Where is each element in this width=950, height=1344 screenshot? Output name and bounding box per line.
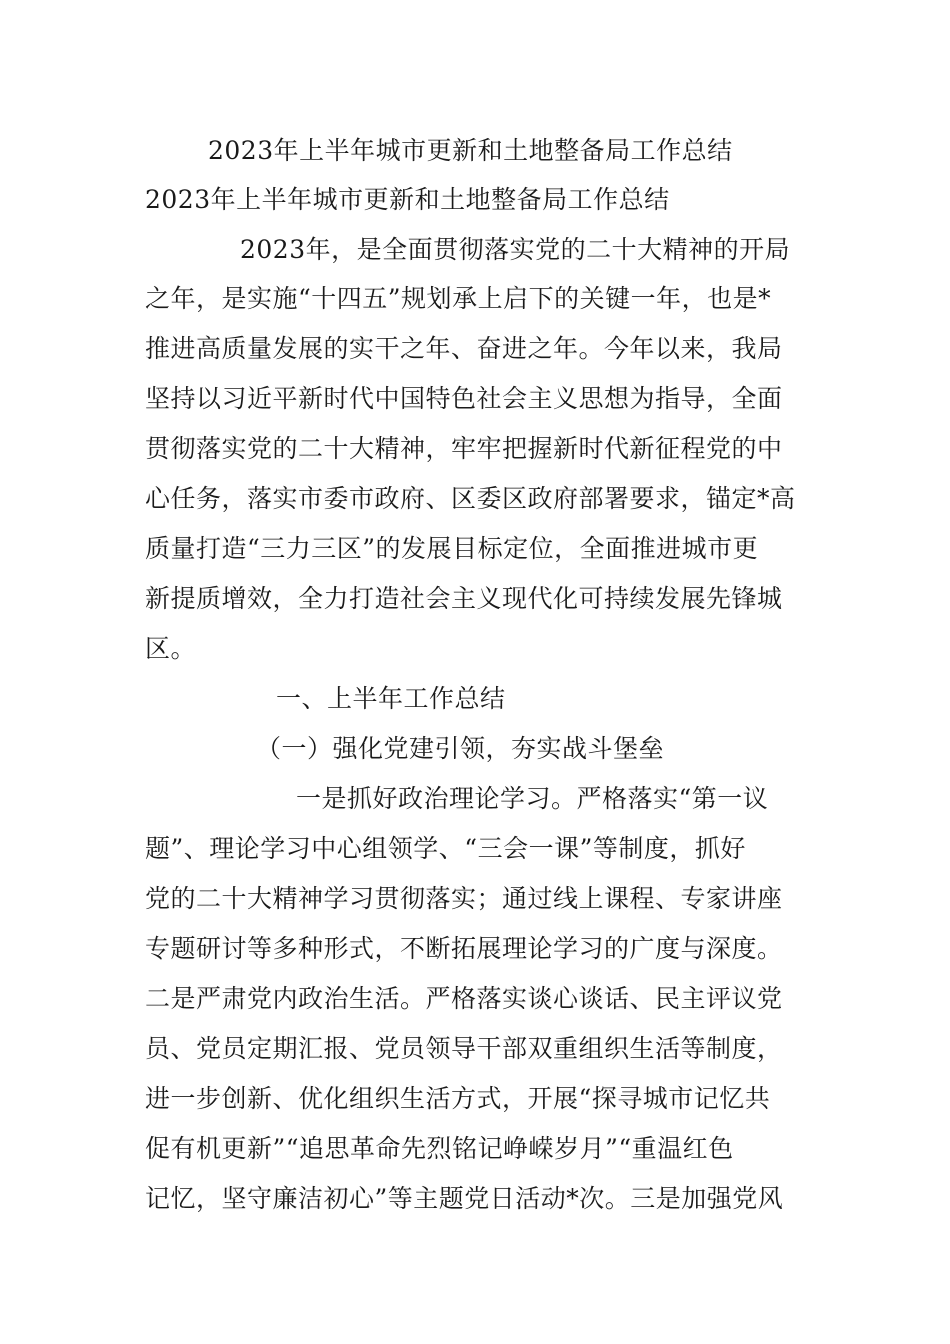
paragraph-line: 新提质增效，全力打造社会主义现代化可持续发展先锋城 bbox=[145, 584, 783, 613]
paragraph-line: 推进高质量发展的实干之年、奋进之年。今年以来，我局 bbox=[145, 334, 783, 363]
paragraph-line: 2023年，是全面贯彻落实党的二十大精神的开局 bbox=[240, 235, 791, 264]
paragraph-line: 员、党员定期汇报、党员领导干部双重组织生活等制度， bbox=[145, 1034, 783, 1063]
paragraph-line: 促有机更新”“追思革命先烈铭记峥嵘岁月”“重温红色 bbox=[145, 1134, 734, 1163]
paragraph-line: 进一步创新、优化组织生活方式，开展“探寻城市记忆共 bbox=[145, 1084, 771, 1113]
paragraph-line: 之年，是实施“十四五”规划承上启下的关键一年，也是* bbox=[145, 284, 772, 313]
document-subtitle: 2023年上半年城市更新和土地整备局工作总结 bbox=[145, 185, 670, 214]
paragraph-line: 二是严肃党内政治生活。严格落实谈心谈话、民主评议党 bbox=[145, 984, 783, 1013]
paragraph-line: 坚持以习近平新时代中国特色社会主义思想为指导，全面 bbox=[145, 384, 783, 413]
paragraph-line: 专题研讨等多种形式，不断拓展理论学习的广度与深度。 bbox=[145, 934, 783, 963]
paragraph-line: 区。 bbox=[145, 634, 197, 663]
paragraph-line: 题”、理论学习中心组领学、“三会一课”等制度，抓好 bbox=[145, 834, 746, 863]
document-title: 2023年上半年城市更新和土地整备局工作总结 bbox=[208, 136, 733, 165]
paragraph-line: 记忆，坚守廉洁初心”等主题党日活动*次。三是加强党风 bbox=[145, 1184, 784, 1213]
paragraph-line: 贯彻落实党的二十大精神，牢牢把握新时代新征程党的中 bbox=[145, 434, 783, 463]
paragraph-line: 党的二十大精神学习贯彻落实；通过线上课程、专家讲座 bbox=[145, 884, 783, 913]
paragraph-line: 质量打造“三力三区”的发展目标定位，全面推进城市更 bbox=[145, 534, 759, 563]
subsection-heading: （一）强化党建引领，夯实战斗堡垒 bbox=[256, 734, 665, 763]
paragraph-line: 一是抓好政治理论学习。严格落实“第一议 bbox=[296, 784, 769, 813]
section-heading: 一、上半年工作总结 bbox=[276, 684, 506, 713]
paragraph-line: 心任务，落实市委市政府、区委区政府部署要求，锚定*高 bbox=[145, 484, 796, 513]
